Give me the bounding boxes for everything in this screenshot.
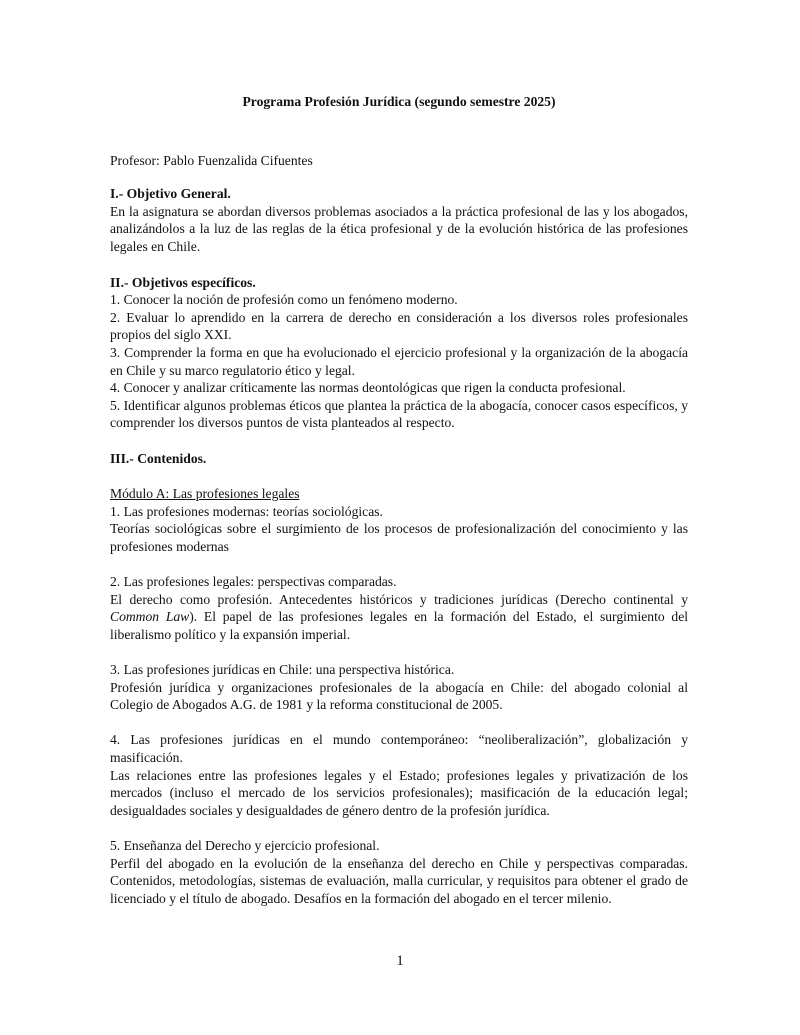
section-contents [110, 450, 688, 907]
section-general-objective [110, 185, 688, 255]
unit-text-part: El derecho como profesión. Antecedentes históricos y tradiciones jurídicas (Derecho continental y [110, 591, 688, 607]
spacer [110, 819, 688, 837]
spacer [110, 468, 688, 486]
section-heading: III.- Contenidos. [110, 450, 207, 466]
unit-text [110, 591, 688, 644]
list-item: 5. Identificar algunos problemas éticos que plantea la práctica de la abogacía, conocer casos específicos, y comprender los diversos puntos de vista planteados al respecto. [110, 397, 688, 431]
spacer [110, 643, 688, 661]
unit-3 [110, 661, 688, 714]
list-item: 3. Comprender la forma en que ha evolucionado el ejercicio profesional y la organización de la abogacía en Chile y su marco regulatorio ético y legal. [110, 344, 688, 378]
document-title: Programa Profesión Jurídica (segundo semestre 2025) [242, 94, 556, 109]
list-item: 2. Evaluar lo aprendido en la carrera de derecho en consideración a los diversos roles profesionales propios del siglo XXI. [110, 309, 688, 343]
professor-line: Profesor: Pablo Fuenzalida Cifuentes [110, 152, 313, 168]
unit-text: Perfil del abogado en la evolución de la enseñanza del derecho en Chile y perspectivas comparadas. Contenidos, metodologías, sistemas de evaluación, malla curricular, y requisitos para obtener el grado de licenciado y el título de abogado. Desafíos en la formación del abogado en el tercer milenio. [110, 855, 688, 906]
list-item: 4. Conocer y analizar críticamente las normas deontológicas que rigen la conducta profesional. [110, 380, 626, 396]
page-number: 1 [396, 953, 404, 969]
unit-text-emphasis: Common Law [110, 609, 190, 625]
list-item: 1. Conocer la noción de profesión como un fenómeno moderno. [110, 292, 458, 308]
unit-title: 2. Las profesiones legales: perspectivas comparadas. [110, 574, 397, 590]
unit-text: Teorías sociológicas sobre el surgimiento de los procesos de profesionalización del conocimiento y las profesiones modernas [110, 521, 688, 554]
section-specific-objectives [110, 274, 688, 432]
module-heading: Módulo A: Las profesiones legales [110, 486, 300, 502]
unit-4 [110, 731, 688, 819]
section-heading: I.- Objetivo General. [110, 186, 231, 202]
spacer [110, 714, 688, 732]
section-heading: II.- Objetivos específicos. [110, 274, 256, 290]
unit-text-part: ). El papel de las profesiones legales en la formación del Estado, el surgimiento del liberalismo político y la expansión imperial. [110, 609, 688, 642]
unit-text: Las relaciones entre las profesiones legales y el Estado; profesiones legales y privatización de los mercados (incluso el mercado de los servicios profesionales); masificación de la educación legal; desigualdades sociales y desigualdades de género dentro de la profesión jurídica. [110, 767, 688, 818]
unit-title: 4. Las profesiones jurídicas en el mundo contemporáneo: “neoliberalización”, globalización y masificación. [110, 732, 688, 765]
unit-text: Profesión jurídica y organizaciones profesionales de la abogacía en Chile: del abogado colonial al Colegio de Abogados A.G. de 1981 y la reforma constitucional de 2005. [110, 679, 688, 713]
unit-title: 3. Las profesiones jurídicas en Chile: una perspectiva histórica. [110, 662, 455, 678]
unit-5 [110, 837, 688, 907]
paragraph: En la asignatura se abordan diversos problemas asociados a la práctica profesional de las y los abogados, analizándolos a la luz de las reglas de la ética profesional y de la evolución histórica de las profesiones legales en Chile. [110, 203, 688, 254]
spacer [110, 555, 688, 573]
unit-title: 5. Enseñanza del Derecho y ejercicio profesional. [110, 837, 380, 853]
unit-title: 1. Las profesiones modernas: teorías sociológicas. [110, 503, 383, 519]
document-body [110, 93, 688, 907]
unit-1 [110, 503, 688, 556]
unit-2 [110, 573, 688, 643]
